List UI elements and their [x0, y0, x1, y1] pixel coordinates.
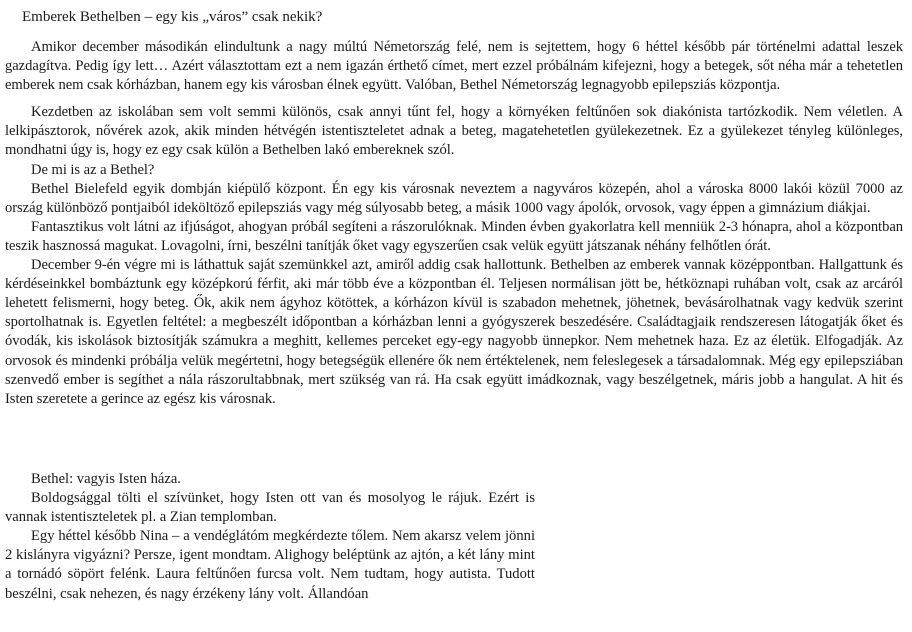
paragraph-babysitting: Egy héttel később Nina – a vendéglátóm megkérdezte tőlem. Nem akarsz velem jönni 2 kislányra vigyázni? Persze, igent mondtam. Alighogy beléptünk az ajtón, a két lány mint a tornádó söpört felénk. Laura feltűnően furcsa volt. Nem tudtam, hogy autista. Tudott beszélni, csak nehezen, és nagy érzékeny lány volt. Állandóan: [5, 528, 535, 602]
paragraph-question: De mi is az a Bethel?: [31, 161, 155, 178]
paragraph-beginning: Kezdetben az iskolában sem volt semmi különös, csak annyi tűnt fel, hogy a környéken feltűnően sok diakónista tartózkodik. Nem véletlen. A lelkipásztorok, nővérek azok, akik minden hétvégén istentiszteletet adnak a beteg, magatehetetlen gyülekezetnek. Ez a gyülekezet tényleg különleges, mondhatni úgy is, hogy ez egy csak külön a Bethelben lakó embereknek szól.: [5, 104, 903, 159]
article-title: Emberek Bethelben – egy kis „város” csak nekik?: [22, 9, 323, 25]
article-body-continued: [5, 470, 535, 604]
paragraph-december-visit: December 9-én végre mi is láthattuk saját szemünkkel azt, amiről addig csak hallottunk. Bethelben az emberek vannak középpontban. Hallgattunk és kérdéseinkkel bombáztunk egy középkorú férfit, aki már több éve a központban él. Teljesen normálisan jött be, hétköznapi ruhában volt, csak az arcáról lehetett felismerni, hogy beteg. Ők, akik nem ágyhoz kötöttek, a kórházon kívül is szabadon mehetnek, jöhetnek, bevásárolhatnak vagy kedvük szerint sportolhatnak is. Egyetlen feltétel: a megbeszélt időpontban a kórházban lenni a gyógyszerek beszedésére. Családtagjaik rendszeresen látogatják őket és óvodák, kis iskolások biztosítják számukra a meghitt, kellemes perceket egy-egy nagyobb ünnepkor. Nem mehetnek haza. Ez az életük. Elfogadják. Az orvosok és mindenki próbálja velük megértetni, hogy betegségük ellenére ők nem értéktelenek, nem feleslegesek a társadalomnak. Még egy epilepsziában szenvedő ember is segíthet a nála rászorultabbnak, mert szükség van rá. Ha csak együtt imádkoznak, vagy beszélgetnek, máris jobb a hangulat. A hit és Isten szeretete a gerince az egész kis városnak.: [5, 257, 903, 407]
paragraph-bethel-description: Bethel Bielefeld egyik dombján kiépülő központ. Én egy kis városnak neveztem a nagyváros közepén, ahol a városka 8000 lakói közül 7000 az ország különböző pontjaiból ideköltöző epilepsziás vagy még súlyosabb beteg, a másik 1000 vagy ápolók, orvosok, vagy éppen a gimnázium diákjai.: [5, 180, 903, 216]
article-body: [5, 38, 903, 409]
paragraph-intro: Amikor december másodikán elindultunk a nagy múltú Németország felé, nem is sejtettem, hogy 6 héttel később pár történelmi adattal leszek gazdagítva. Pedig így lett… Azért választottam ezt a nem igazán érthető címet, mert ezzel próbálnám kifejezni, hogy a betegek, sőt néha már a tehetetlen emberek nem csak kórházban, hanem egy kis városban élnek együtt. Valóban, Bethel Németország legnagyobb epilepsziás központja.: [5, 39, 903, 94]
paragraph-happiness: Boldogsággal tölti el szívünket, hogy Isten ott van és mosolyog le rájuk. Ezért is vannak istentiszteletek pl. a Zian templomban.: [5, 490, 535, 526]
paragraph-house-of-god: Bethel: vagyis Isten háza.: [31, 471, 181, 487]
paragraph-youth: Fantasztikus volt látni az ifjúságot, ahogyan próbál segíteni a rászorulóknak. Minden évben gyakorlatra kell menniük 2-3 hónapra, ahol a központban teszik hasznossá magukat. Lovagolni, írni, beszélni tanítják őket vagy egyszerűen csak velük együtt játszanak néhány felhőtlen órát.: [5, 218, 903, 254]
